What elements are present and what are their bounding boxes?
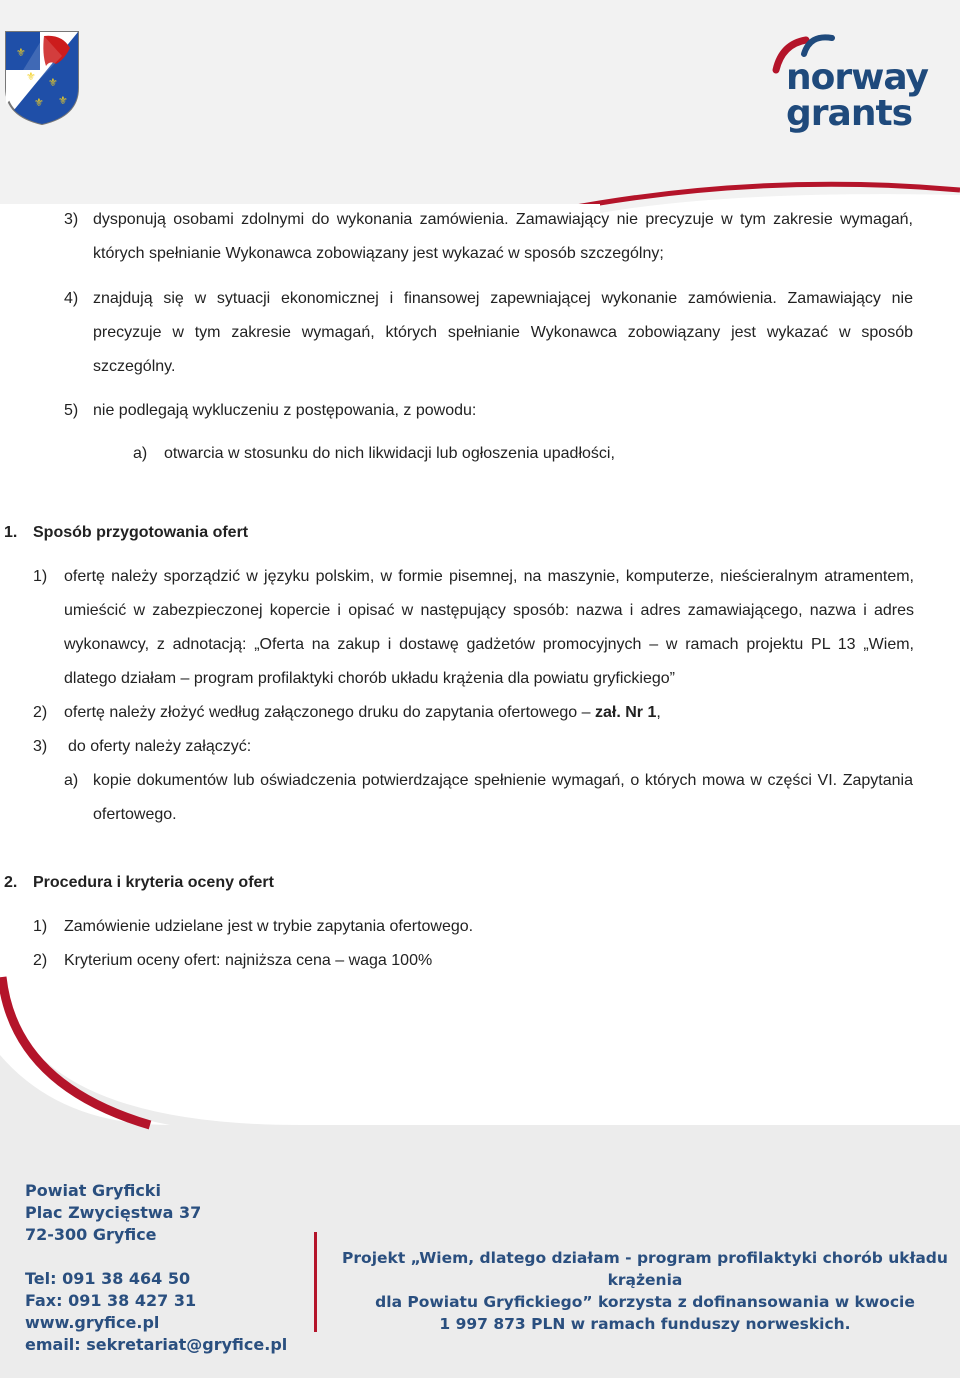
project-line-1: Projekt „Wiem, dlatego działam - program profilaktyki chorób układu krążenia	[342, 1249, 948, 1289]
section-number: 2.	[4, 874, 18, 891]
norway-grants-logo-line1: norway	[786, 57, 929, 98]
contact-city: 72-300 Gryfice	[25, 1225, 157, 1244]
sub-list-letter: a)	[133, 445, 148, 462]
list-number: 3)	[64, 211, 79, 228]
list-item-text: nie podlegają wykluczeniu z postępowania, z powodu:	[93, 402, 477, 419]
contact-street: Plac Zwycięstwa 37	[25, 1203, 202, 1222]
section-title: Procedura i kryteria oceny ofert	[33, 874, 274, 891]
list-number: 1)	[33, 918, 48, 935]
list-number: 5)	[64, 402, 79, 419]
contact-fax: Fax: 091 38 427 31	[25, 1291, 197, 1310]
footer-project-info	[330, 1247, 960, 1335]
contact-name: Powiat Gryficki	[25, 1181, 161, 1200]
text-segment: ofertę należy złożyć według załączonego druku do zapytania ofertowego –	[64, 704, 595, 721]
section-number: 1.	[4, 524, 18, 541]
list-item-text: Zamówienie udzielane jest w trybie zapytania ofertowego.	[64, 918, 474, 935]
sub-list-text: otwarcia w stosunku do nich likwidacji lub ogłoszenia upadłości,	[164, 445, 615, 462]
list-item-text: ofertę należy sporządzić w języku polskim, w formie pisemnej, na maszynie, komputerze, nieścieralnym atramentem, umieścić w zabezpieczonej kopercie i opisać w następujący sposób: nazwa i adres zamawiającego, nazwa i adres wykonawcy, z adnotacją: „Oferta na zakup i dostawę gadżetów promocyjnych – w ramach projektu PL 13 „Wiem, dlatego działam – program profilaktyki chorób układu krążenia dla powiatu gryfickiego”	[64, 568, 914, 687]
list-item-text	[64, 696, 914, 730]
svg-text:⚜: ⚜	[48, 76, 58, 89]
project-line-3: 1 997 873 PLN w ramach funduszy norweskich.	[439, 1315, 851, 1333]
contact-www-link[interactable]: www.gryfice.pl	[25, 1313, 160, 1332]
list-number: 3)	[33, 738, 48, 755]
project-line-2: dla Powiatu Gryfickiego” korzysta z dofinansowania w kwocie	[375, 1293, 915, 1311]
svg-text:⚜: ⚜	[16, 46, 26, 59]
page-header	[0, 0, 960, 210]
footer-contact	[25, 1180, 287, 1356]
section-title: Sposób przygotowania ofert	[33, 524, 249, 541]
footer-divider	[314, 1232, 317, 1332]
list-number: 2)	[33, 704, 48, 721]
coat-of-arms-icon	[4, 30, 80, 126]
sub-list-letter: a)	[64, 772, 79, 789]
list-item-text: znajdują się w sytuacji ekonomicznej i finansowej zapewniającej wykonanie zamówienia. Zamawiający nie precyzuje w tym zakresie wymagań, których spełnianie Wykonawca zobowiązany jest wykazać w sposób szczególny.	[93, 290, 913, 375]
list-number: 2)	[33, 952, 48, 969]
contact-tel: Tel: 091 38 464 50	[25, 1269, 191, 1288]
text-segment: ,	[656, 704, 661, 721]
list-item-text: Kryterium oceny ofert: najniższa cena – waga 100%	[64, 952, 433, 969]
list-number: 4)	[64, 290, 79, 307]
list-item-text: dysponują osobami zdolnymi do wykonania zamówienia. Zamawiający nie precyzuje w tym zakresie wymagań, których spełnianie Wykonawca zobowiązany jest wykazać w sposób szczególny;	[93, 211, 913, 262]
attachment-reference: zał. Nr 1	[595, 704, 657, 721]
svg-text:⚜: ⚜	[26, 70, 36, 83]
list-item-text: do oferty należy załączyć:	[68, 738, 252, 755]
sub-list-text: kopie dokumentów lub oświadczenia potwierdzające spełnienie wymagań, o których mowa w części VI. Zapytania ofertowego.	[93, 772, 913, 823]
svg-text:⚜: ⚜	[58, 94, 68, 107]
norway-grants-logo-line2: grants	[786, 93, 913, 134]
contact-email-link[interactable]: email: sekretariat@gryfice.pl	[25, 1335, 288, 1354]
list-number: 1)	[33, 568, 48, 585]
svg-text:⚜: ⚜	[34, 96, 44, 109]
